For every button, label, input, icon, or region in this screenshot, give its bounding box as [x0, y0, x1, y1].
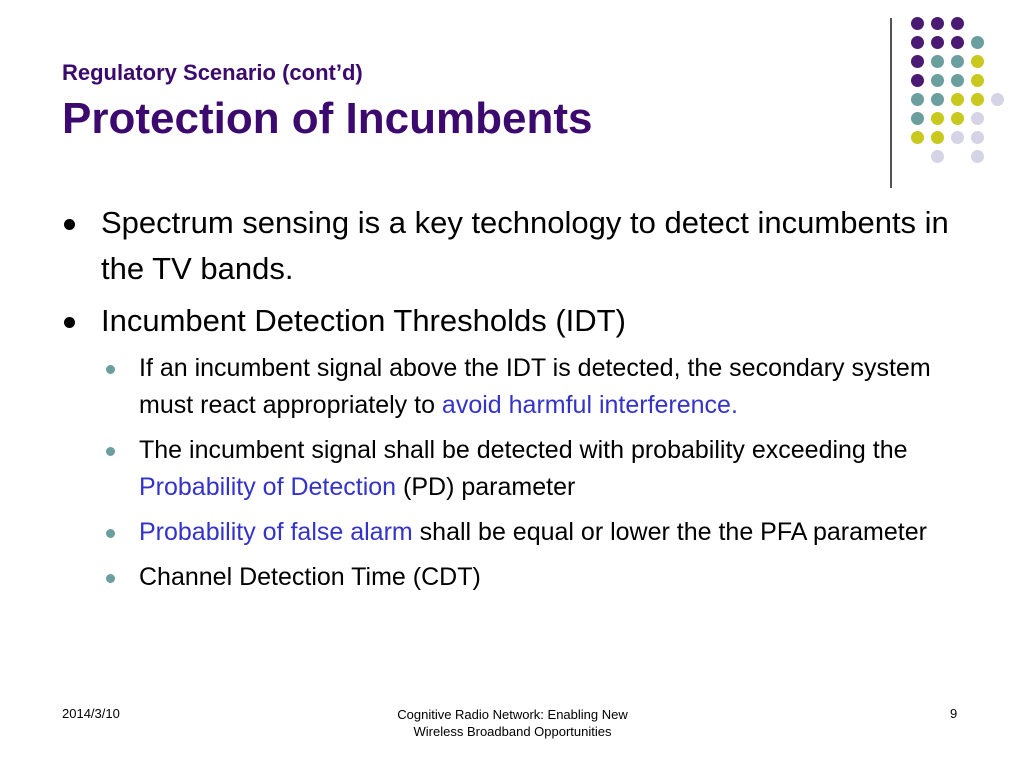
decor-dot [931, 55, 944, 68]
decor-dot [951, 55, 964, 68]
decor-dot [911, 74, 924, 87]
sub-bullet-text: The incumbent signal shall be detected with probability exceeding the [139, 436, 908, 464]
sub-bullet-text: If an incumbent signal above the IDT is detected, the secondary system must react appropriately to [139, 354, 931, 419]
page-number: 9 [950, 706, 958, 721]
highlighted-text: Probability of Detection [139, 473, 397, 501]
decor-dot [911, 131, 924, 144]
decor-dot [971, 55, 984, 68]
decor-dot [951, 112, 964, 125]
decor-dot [931, 112, 944, 125]
sub-bullet-dot-icon [106, 365, 115, 374]
decor-dot [911, 93, 924, 106]
decor-dot [951, 93, 964, 106]
slide-title: Protection of Incumbents [62, 94, 593, 143]
decor-dot [951, 131, 964, 144]
decor-dot [911, 17, 924, 30]
decor-dot [971, 93, 984, 106]
bullet-text: Incumbent Detection Thresholds (IDT) [101, 303, 626, 338]
decor-dot [991, 93, 1004, 106]
footer-title-line1: Cognitive Radio Network: Enabling New [397, 707, 628, 722]
sub-bullet-item [62, 350, 962, 424]
decor-dot [931, 131, 944, 144]
bullet-dot-icon [64, 317, 75, 328]
slide-body [62, 200, 962, 604]
footer-title [370, 706, 655, 740]
sub-bullet-item [62, 514, 962, 551]
decor-dot [951, 74, 964, 87]
footer-title-line2: Wireless Broadband Opportunities [413, 724, 612, 739]
footer-date: 2014/3/10 [62, 706, 120, 721]
decor-dot [971, 112, 984, 125]
decor-dot [911, 55, 924, 68]
sub-bullet-dot-icon [106, 529, 115, 538]
bullet-text: Spectrum sensing is a key technology to detect incumbents in the TV bands. [101, 205, 949, 286]
sub-bullet-dot-icon [106, 574, 115, 583]
slide-subtitle: Regulatory Scenario (cont’d) [62, 60, 363, 85]
decor-dot [931, 150, 944, 163]
decor-dot [951, 36, 964, 49]
sub-bullet-item [62, 432, 962, 506]
sub-bullet-dot-icon [106, 447, 115, 456]
decor-dot [971, 36, 984, 49]
decor-dot [971, 150, 984, 163]
bullet-item [62, 298, 962, 344]
decor-dot [931, 17, 944, 30]
bullet-item [62, 200, 962, 292]
decor-dot [971, 131, 984, 144]
sub-bullet-text: Channel Detection Time (CDT) [139, 563, 481, 591]
decorative-divider [890, 18, 892, 188]
decor-dot [911, 36, 924, 49]
decor-dot [971, 74, 984, 87]
highlighted-text: avoid harmful interference. [441, 391, 738, 419]
sub-bullet-text: (PD) parameter [396, 473, 576, 501]
decor-dot [911, 112, 924, 125]
decor-dot [931, 93, 944, 106]
decor-dot [951, 17, 964, 30]
sub-bullet-item [62, 559, 962, 596]
decor-dot [931, 36, 944, 49]
decor-dot [931, 74, 944, 87]
bullet-dot-icon [64, 219, 75, 230]
highlighted-text: Probability of false alarm [139, 518, 413, 546]
sub-bullet-text: shall be equal or lower the the PFA parameter [412, 518, 927, 546]
